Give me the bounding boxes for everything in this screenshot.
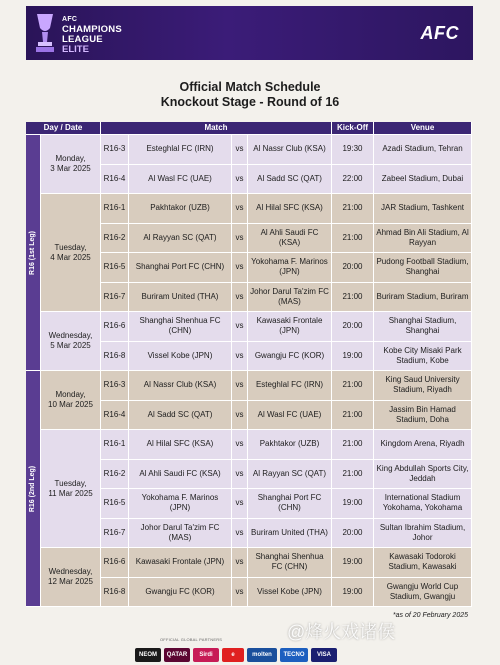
brand-line4: ELITE [62,44,89,55]
match-day: Tuesday, 4 Mar 2025 [41,194,101,312]
away-team: Al Rayyan SC (QAT) [248,460,332,490]
match-code: R16-8 [101,578,129,608]
venue: Ahmad Bin Ali Stadium, Al Rayyan [374,224,472,254]
away-team: Gwangju FC (KOR) [248,342,332,372]
kickoff-time: 22:00 [332,165,374,195]
venue: Kawasaki Todoroki Stadium, Kawasaki [374,548,472,578]
match-code: R16-3 [101,135,129,165]
vs-label: vs [232,430,248,460]
kickoff-time: 21:00 [332,283,374,313]
vs-label: vs [232,135,248,165]
afc-logo: AFC [420,23,459,43]
away-team: Al Sadd SC (QAT) [248,165,332,195]
match-code: R16-4 [101,401,129,431]
away-team: Johor Darul Ta'zim FC (MAS) [248,283,332,313]
leg-label-text: R16 (1st Leg) [29,230,36,275]
venue: Azadi Stadium, Tehran [374,135,472,165]
vs-label: vs [232,312,248,342]
away-team: Esteghlal FC (IRN) [248,371,332,401]
match-code: R16-5 [101,489,129,519]
match-code: R16-8 [101,342,129,372]
venue: Kingdom Arena, Riyadh [374,430,472,460]
sponsor-logo-visa: VISA [311,648,337,662]
vs-label: vs [232,371,248,401]
away-team: Buriram United (THA) [248,519,332,549]
brand-line2: CHAMPIONS [62,24,122,35]
venue: Shanghai Stadium, Shanghai [374,312,472,342]
match-code: R16-2 [101,224,129,254]
as-of-note: *as of 20 February 2025 [392,612,468,619]
kickoff-time: 21:00 [332,224,374,254]
kickoff-time: 21:00 [332,194,374,224]
header-kickoff: Kick-Off [332,122,374,135]
home-team: Al Hilal SFC (KSA) [129,430,232,460]
home-team: Shanghai Port FC (CHN) [129,253,232,283]
brand-line1: AFC [62,16,78,23]
vs-label: vs [232,194,248,224]
home-team: Al Wasl FC (UAE) [129,165,232,195]
kickoff-time: 19:00 [332,342,374,372]
kickoff-time: 21:00 [332,371,374,401]
away-team: Al Ahli Saudi FC (KSA) [248,224,332,254]
home-team: Esteghlal FC (IRN) [129,135,232,165]
leg-label [26,371,41,607]
venue: King Abdullah Sports City, Jeddah [374,460,472,490]
away-team: Shanghai Shenhua FC (CHN) [248,548,332,578]
venue: Sultan Ibrahim Stadium, Johor [374,519,472,549]
sponsor-logo-e: e [222,648,244,662]
match-code: R16-7 [101,519,129,549]
leg-label-text: R16 (2nd Leg) [29,465,37,512]
match-code: R16-6 [101,548,129,578]
page-title: Official Match Schedule [179,80,321,94]
match-code: R16-6 [101,312,129,342]
vs-label: vs [232,283,248,313]
match-code: R16-7 [101,283,129,313]
home-team: Johor Darul Ta'zim FC (MAS) [129,519,232,549]
home-team: Al Nassr Club (KSA) [129,371,232,401]
vs-label: vs [232,253,248,283]
sponsor-logo-qatar: QATAR [164,648,190,662]
match-code: R16-5 [101,253,129,283]
vs-label: vs [232,578,248,608]
acl-elite-logo [62,15,122,55]
home-team: Shanghai Shenhua FC (CHN) [129,312,232,342]
venue: JAR Stadium, Tashkent [374,194,472,224]
match-day: Wednesday, 5 Mar 2025 [41,312,101,371]
sponsor-logo-molten: molten [247,648,277,662]
match-day: Monday, 10 Mar 2025 [41,371,101,430]
home-team: Al Sadd SC (QAT) [129,401,232,431]
home-team: Gwangju FC (KOR) [129,578,232,608]
venue: Jassim Bin Hamad Stadium, Doha [374,401,472,431]
vs-label: vs [232,165,248,195]
header-venue: Venue [374,122,472,135]
away-team: Yokohama F. Marinos (JPN) [248,253,332,283]
away-team: Vissel Kobe (JPN) [248,578,332,608]
home-team: Buriram United (THA) [129,283,232,313]
home-team: Al Rayyan SC (QAT) [129,224,232,254]
home-team: Yokohama F. Marinos (JPN) [129,489,232,519]
away-team: Kawasaki Frontale (JPN) [248,312,332,342]
vs-label: vs [232,460,248,490]
home-team: Kawasaki Frontale (JPN) [129,548,232,578]
kickoff-time: 20:00 [332,253,374,283]
page-subtitle: Knockout Stage - Round of 16 [160,95,340,109]
match-day: Wednesday, 12 Mar 2025 [41,548,101,607]
kickoff-time: 21:00 [332,430,374,460]
vs-label: vs [232,489,248,519]
vs-label: vs [232,519,248,549]
venue: Buriram Stadium, Buriram [374,283,472,313]
watermark: @烽火戏诸侯 [287,622,396,642]
venue: Gwangju World Cup Stadium, Gwangju [374,578,472,608]
kickoff-time: 20:00 [332,312,374,342]
away-team: Al Nassr Club (KSA) [248,135,332,165]
sponsor-logo-neom: NEOM [135,648,161,662]
away-team: Al Wasl FC (UAE) [248,401,332,431]
home-team: Pakhtakor (UZB) [129,194,232,224]
sponsor-logo-sirdi: Sirdi [193,648,219,662]
partners-title: OFFICIAL GLOBAL PARTNERS [160,637,223,642]
sponsor-logo-tecno: TECNO [280,648,308,662]
kickoff-time: 21:00 [332,460,374,490]
leg-label [26,135,41,371]
venue: Zabeel Stadium, Dubai [374,165,472,195]
kickoff-time: 19:30 [332,135,374,165]
brand-line3: LEAGUE [62,34,103,45]
home-team: Al Ahli Saudi FC (KSA) [129,460,232,490]
kickoff-time: 21:00 [332,401,374,431]
kickoff-time: 20:00 [332,519,374,549]
match-code: R16-4 [101,165,129,195]
header-match: Match [101,122,332,135]
match-code: R16-2 [101,460,129,490]
header-banner [26,6,473,60]
venue: Pudong Football Stadium, Shanghai [374,253,472,283]
match-day: Tuesday, 11 Mar 2025 [41,430,101,548]
match-code: R16-1 [101,194,129,224]
away-team: Shanghai Port FC (CHN) [248,489,332,519]
match-code: R16-3 [101,371,129,401]
venue: King Saud University Stadium, Riyadh [374,371,472,401]
venue: International Stadium Yokohama, Yokohama [374,489,472,519]
kickoff-time: 19:00 [332,578,374,608]
vs-label: vs [232,401,248,431]
vs-label: vs [232,548,248,578]
header-day: Day / Date [26,122,101,135]
away-team: Al Hilal SFC (KSA) [248,194,332,224]
kickoff-time: 19:00 [332,489,374,519]
home-team: Vissel Kobe (JPN) [129,342,232,372]
away-team: Pakhtakor (UZB) [248,430,332,460]
vs-label: vs [232,342,248,372]
venue: Kobe City Misaki Park Stadium, Kobe [374,342,472,372]
kickoff-time: 19:00 [332,548,374,578]
vs-label: vs [232,224,248,254]
match-code: R16-1 [101,430,129,460]
trophy-icon [34,12,56,54]
match-day: Monday, 3 Mar 2025 [41,135,101,194]
